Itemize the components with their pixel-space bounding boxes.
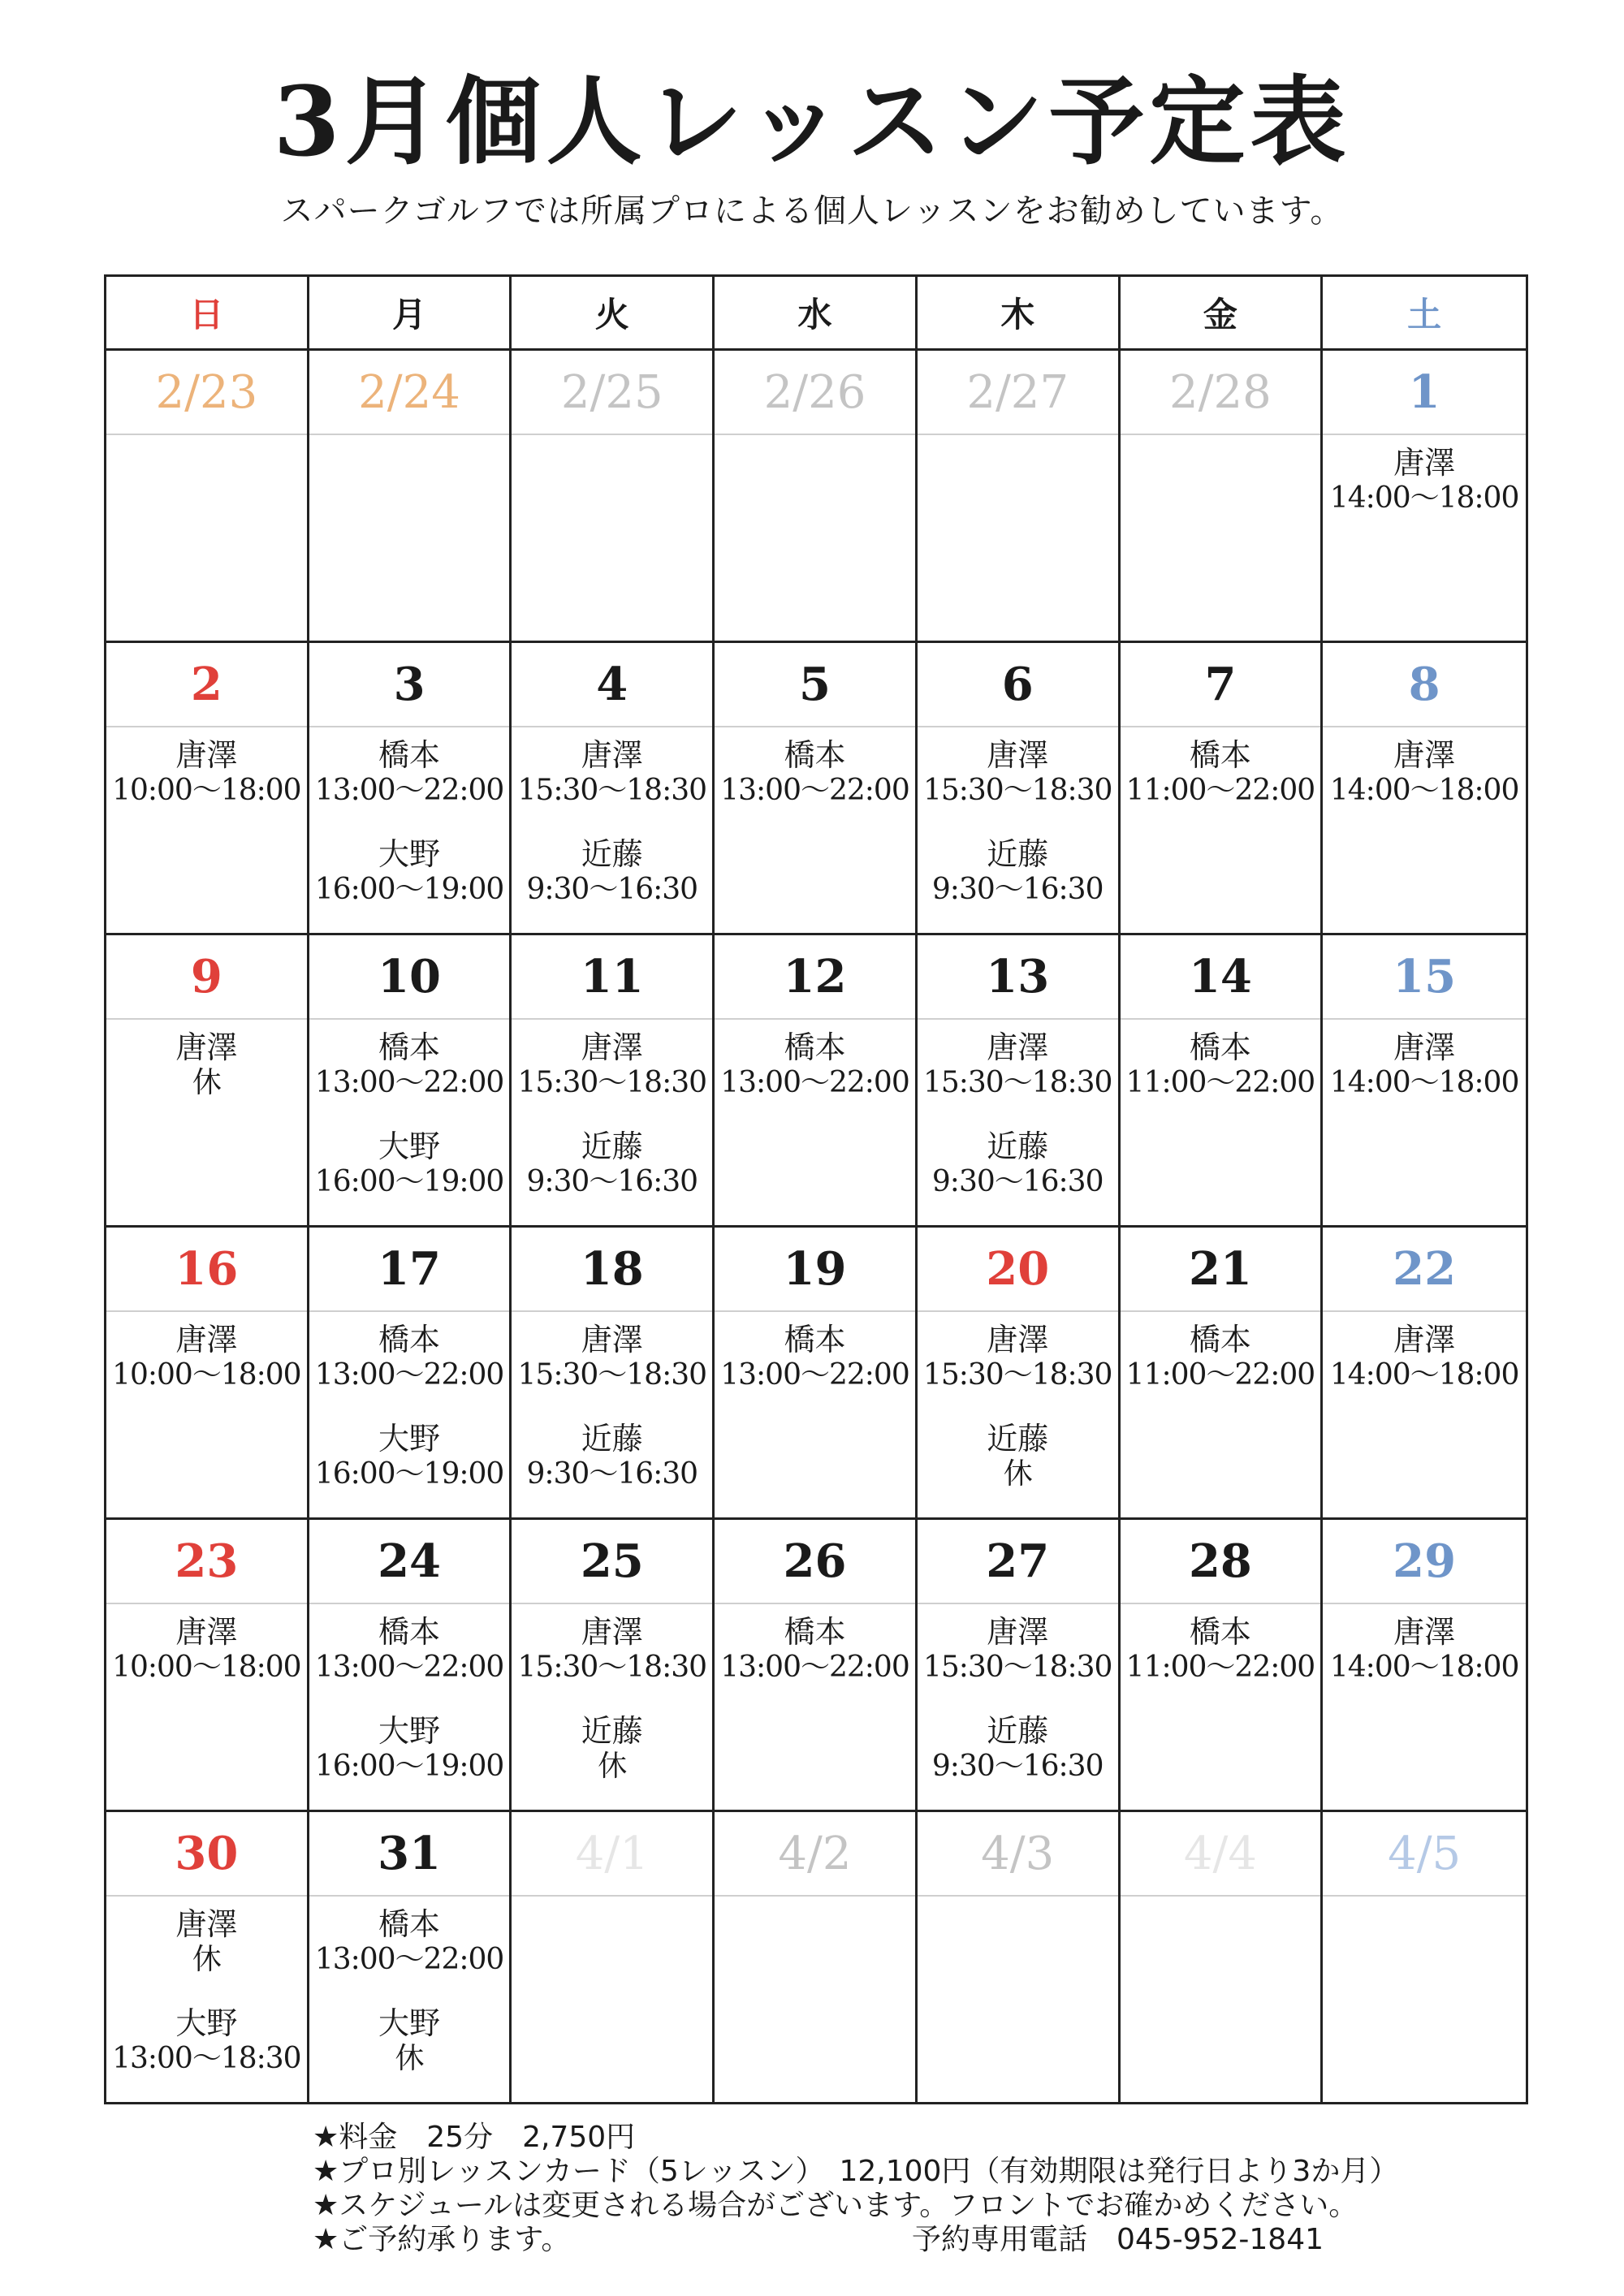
day-number: 4/5 [1323, 1812, 1526, 1897]
day-number: 2/24 [309, 351, 510, 435]
instructor-name: 唐澤 [581, 1029, 643, 1065]
weekday-header [106, 277, 1526, 351]
lesson-entry [715, 737, 915, 809]
calendar-week [106, 1812, 1526, 2102]
day-number: 2/28 [1121, 351, 1321, 435]
lesson-entry [918, 836, 1118, 908]
day-number: 26 [715, 1520, 915, 1604]
lesson-time: 10:00～18:00 [112, 1651, 301, 1684]
calendar-week [106, 643, 1526, 935]
instructor-name: 近藤 [987, 836, 1049, 872]
day-number: 4/4 [1121, 1812, 1321, 1897]
lesson-time: 休 [395, 2042, 424, 2075]
instructor-name: 唐澤 [987, 1614, 1049, 1650]
lesson-entries [309, 1897, 510, 2077]
lesson-entries [918, 1312, 1118, 1492]
day-cell [309, 935, 512, 1228]
instructor-name: 橋本 [378, 1614, 441, 1650]
lesson-entries [512, 1897, 712, 1906]
instructor-name: 橋本 [784, 1614, 846, 1650]
lesson-time: 16:00～19:00 [314, 1750, 504, 1783]
instructor-name: 大野 [378, 1129, 441, 1164]
lesson-entry [106, 1029, 307, 1101]
lesson-time: 14:00～18:00 [1329, 1651, 1519, 1684]
lesson-time: 16:00～19:00 [314, 873, 504, 906]
lesson-entry [1323, 1614, 1526, 1685]
lesson-entries [1121, 1312, 1321, 1393]
lesson-time: 13:00～22:00 [720, 1066, 909, 1099]
lesson-entries [512, 727, 712, 908]
instructor-name: 唐澤 [175, 1906, 238, 1942]
lesson-time: 休 [192, 1943, 221, 1976]
day-cell [715, 351, 918, 641]
lesson-time: 14:00～18:00 [1329, 481, 1519, 515]
lesson-time: 休 [598, 1750, 627, 1783]
day-number: 2/27 [918, 351, 1118, 435]
lesson-time: 13:00～22:00 [314, 1358, 504, 1392]
lesson-entry [106, 737, 307, 809]
day-number: 9 [106, 935, 307, 1020]
calendar-week [106, 351, 1526, 643]
instructor-name: 橋本 [1189, 1322, 1251, 1357]
lesson-time: 15:30～18:30 [922, 1651, 1112, 1684]
instructor-name: 唐澤 [987, 737, 1049, 773]
lesson-entries [918, 435, 1118, 445]
lesson-entry [918, 1029, 1118, 1101]
lesson-entry [918, 737, 1118, 809]
instructor-name: 唐澤 [1393, 445, 1456, 481]
day-cell [715, 935, 918, 1228]
lesson-entries [1323, 1897, 1526, 1906]
instructor-name: 唐澤 [581, 1322, 643, 1357]
day-number: 2/26 [715, 351, 915, 435]
lesson-entries [1121, 1897, 1321, 1906]
calendar-week [106, 935, 1526, 1228]
note-reservation [313, 2223, 1368, 2257]
lesson-entries [1323, 435, 1526, 516]
day-cell [1121, 643, 1324, 935]
day-cell [918, 1812, 1121, 2104]
day-cell [512, 1520, 715, 1812]
lesson-entries [106, 727, 307, 809]
lesson-entry [1323, 1029, 1526, 1101]
instructor-name: 橋本 [378, 1029, 441, 1065]
day-number: 2/25 [512, 351, 712, 435]
instructor-name: 近藤 [581, 1421, 643, 1457]
lesson-time: 9:30～16:30 [526, 1457, 698, 1491]
lesson-time: 休 [192, 1066, 221, 1099]
lesson-entries [309, 435, 510, 445]
lesson-entry [309, 836, 510, 908]
day-number: 11 [512, 935, 712, 1020]
weekday-wednesday: 水 [715, 277, 918, 348]
instructor-name: 大野 [175, 2005, 238, 2041]
day-number: 13 [918, 935, 1118, 1020]
instructor-name: 近藤 [987, 1129, 1049, 1164]
lesson-time: 14:00～18:00 [1329, 1066, 1519, 1099]
lesson-entry [918, 1713, 1118, 1785]
day-number: 25 [512, 1520, 712, 1604]
day-cell [918, 1520, 1121, 1812]
day-number: 2 [106, 643, 307, 727]
lesson-entries [512, 1604, 712, 1785]
day-number: 4/1 [512, 1812, 712, 1897]
lesson-entry [106, 1614, 307, 1685]
lesson-time: 10:00～18:00 [112, 774, 301, 807]
day-cell [1323, 643, 1526, 935]
lesson-entry [512, 1029, 712, 1101]
lesson-time: 13:00～22:00 [314, 1943, 504, 1976]
instructor-name: 唐澤 [987, 1322, 1049, 1357]
day-number: 10 [309, 935, 510, 1020]
lesson-entries [1121, 727, 1321, 809]
lesson-time: 11:00～22:00 [1125, 774, 1315, 807]
lesson-entries [715, 727, 915, 809]
lesson-entries [918, 1020, 1118, 1200]
instructor-name: 橋本 [378, 737, 441, 773]
day-number: 20 [918, 1228, 1118, 1312]
day-cell [715, 1812, 918, 2104]
weekday-sunday: 日 [106, 277, 309, 348]
lesson-entry [512, 1614, 712, 1685]
lesson-time: 15:30～18:30 [517, 1651, 707, 1684]
day-cell [106, 1812, 309, 2104]
calendar-week [106, 1520, 1526, 1812]
lesson-entry [715, 1322, 915, 1393]
instructor-name: 大野 [378, 836, 441, 872]
lesson-entry [106, 1906, 307, 1978]
day-number: 15 [1323, 935, 1526, 1020]
day-number: 24 [309, 1520, 510, 1604]
lesson-entries [1323, 1604, 1526, 1685]
note-schedule-change: ★スケジュールは変更される場合がございます。フロントでお確かめください。 [313, 2189, 1358, 2222]
day-number: 22 [1323, 1228, 1526, 1312]
lesson-entry [512, 836, 712, 908]
day-number: 19 [715, 1228, 915, 1312]
lesson-entries [512, 435, 712, 445]
lesson-entry [309, 1713, 510, 1785]
day-cell [309, 1520, 512, 1812]
instructor-name: 大野 [378, 2005, 441, 2041]
instructor-name: 近藤 [581, 1713, 643, 1749]
lesson-entries [1323, 1312, 1526, 1393]
lesson-entry [918, 1129, 1118, 1200]
instructor-name: 唐澤 [1393, 1029, 1456, 1065]
page-subtitle: スパークゴルフでは所属プロによる個人レッスンをお勧めしています。 [280, 192, 1344, 230]
lesson-time: 9:30～16:30 [526, 1165, 698, 1198]
lesson-entry [918, 1421, 1118, 1492]
lesson-time: 9:30～16:30 [526, 873, 698, 906]
instructor-name: 唐澤 [1393, 737, 1456, 773]
lesson-time: 13:00～22:00 [720, 1651, 909, 1684]
day-cell [512, 351, 715, 641]
lesson-time: 15:30～18:30 [922, 1066, 1112, 1099]
day-cell [715, 1520, 918, 1812]
lesson-entry [1323, 737, 1526, 809]
instructor-name: 近藤 [987, 1713, 1049, 1749]
instructor-name: 大野 [378, 1421, 441, 1457]
day-cell [1323, 1812, 1526, 2104]
lesson-entry [309, 2005, 510, 2077]
lesson-entry [1121, 1322, 1321, 1393]
day-cell [106, 1520, 309, 1812]
lesson-time: 15:30～18:30 [922, 1358, 1112, 1392]
lesson-entry [309, 1906, 510, 1978]
lesson-entries [512, 1312, 712, 1492]
lesson-entry [309, 1421, 510, 1492]
calendar-week [106, 1228, 1526, 1520]
instructor-name: 唐澤 [1393, 1322, 1456, 1357]
day-number: 4/3 [918, 1812, 1118, 1897]
day-number: 31 [309, 1812, 510, 1897]
day-number: 14 [1121, 935, 1321, 1020]
lesson-entries [715, 1897, 915, 1906]
lesson-entries [106, 1897, 307, 2077]
lesson-entry [106, 1322, 307, 1393]
day-number: 28 [1121, 1520, 1321, 1604]
lesson-time: 休 [1003, 1457, 1032, 1491]
instructor-name: 橋本 [784, 1322, 846, 1357]
lesson-entry [512, 1421, 712, 1492]
lesson-time: 13:00～22:00 [314, 1651, 504, 1684]
instructor-name: 橋本 [1189, 1614, 1251, 1650]
weekday-friday: 金 [1121, 277, 1324, 348]
day-cell [1323, 1520, 1526, 1812]
lesson-entry [715, 1614, 915, 1685]
day-cell [918, 351, 1121, 641]
lesson-entries [1323, 1020, 1526, 1101]
day-number: 12 [715, 935, 915, 1020]
instructor-name: 唐澤 [175, 737, 238, 773]
day-cell [1121, 1520, 1324, 1812]
lesson-entries [106, 1604, 307, 1685]
day-number: 4 [512, 643, 712, 727]
lesson-entry [715, 1029, 915, 1101]
day-cell [512, 1228, 715, 1520]
lesson-entries [918, 1897, 1118, 1906]
day-cell [106, 935, 309, 1228]
lesson-time: 11:00～22:00 [1125, 1066, 1315, 1099]
lesson-entry [1323, 1322, 1526, 1393]
lesson-entries [918, 727, 1118, 908]
day-number: 16 [106, 1228, 307, 1312]
lesson-entry [309, 1322, 510, 1393]
day-cell [918, 1228, 1121, 1520]
instructor-name: 唐澤 [1393, 1614, 1456, 1650]
day-cell [512, 935, 715, 1228]
day-cell [512, 1812, 715, 2104]
day-number: 7 [1121, 643, 1321, 727]
day-number: 29 [1323, 1520, 1526, 1604]
lesson-entries [1121, 1604, 1321, 1685]
lesson-time: 14:00～18:00 [1329, 774, 1519, 807]
day-cell [106, 1228, 309, 1520]
instructor-name: 橋本 [784, 1029, 846, 1065]
instructor-name: 唐澤 [987, 1029, 1049, 1065]
lesson-entry [512, 1322, 712, 1393]
weekday-tuesday: 火 [512, 277, 715, 348]
lesson-time: 15:30～18:30 [517, 774, 707, 807]
instructor-name: 唐澤 [175, 1614, 238, 1650]
day-number: 27 [918, 1520, 1118, 1604]
lesson-entries [1323, 727, 1526, 809]
instructor-name: 橋本 [1189, 737, 1251, 773]
day-cell [309, 1812, 512, 2104]
instructor-name: 橋本 [378, 1906, 441, 1942]
day-number: 17 [309, 1228, 510, 1312]
weekday-saturday: 土 [1407, 295, 1442, 334]
lesson-time: 16:00～19:00 [314, 1457, 504, 1491]
day-cell [918, 935, 1121, 1228]
lesson-entries [512, 1020, 712, 1200]
page-title: 3月個人レッスン予定表 [273, 65, 1351, 178]
day-cell [1121, 1812, 1324, 2104]
day-number: 4/2 [715, 1812, 915, 1897]
notes [313, 2121, 1399, 2257]
lesson-entries [1121, 435, 1321, 445]
calendar-weeks [106, 351, 1526, 2102]
lesson-entries [106, 435, 307, 445]
lesson-entries [309, 1020, 510, 1200]
lesson-time: 15:30～18:30 [517, 1358, 707, 1392]
day-number: 5 [715, 643, 915, 727]
day-cell [715, 643, 918, 935]
lesson-entry [918, 1614, 1118, 1685]
day-cell [1323, 351, 1526, 641]
lesson-time: 15:30～18:30 [517, 1066, 707, 1099]
lesson-entry [512, 1129, 712, 1200]
lesson-time: 11:00～22:00 [1125, 1651, 1315, 1684]
lesson-time: 10:00～18:00 [112, 1358, 301, 1392]
lesson-time: 13:00～18:30 [112, 2042, 301, 2075]
day-cell [715, 1228, 918, 1520]
day-cell [1323, 1228, 1526, 1520]
lesson-entry [1121, 1614, 1321, 1685]
lesson-time: 16:00～19:00 [314, 1165, 504, 1198]
lesson-entry [1121, 1029, 1321, 1101]
lesson-entries [1121, 1020, 1321, 1101]
lesson-entries [715, 1604, 915, 1685]
instructor-name: 唐澤 [581, 1614, 643, 1650]
lesson-entry [1121, 737, 1321, 809]
day-cell [1121, 351, 1324, 641]
instructor-name: 橋本 [378, 1322, 441, 1357]
lesson-entry [512, 737, 712, 809]
lesson-entries [715, 1312, 915, 1393]
instructor-name: 橋本 [784, 737, 846, 773]
lesson-time: 9:30～16:30 [931, 873, 1104, 906]
day-cell [918, 643, 1121, 935]
weekday-monday: 月 [309, 277, 512, 348]
day-cell [1121, 935, 1324, 1228]
lesson-time: 13:00～22:00 [720, 774, 909, 807]
lesson-time: 14:00～18:00 [1329, 1358, 1519, 1392]
reservation-phone: 予約専用電話 045-952-1841 [912, 2223, 1324, 2256]
day-cell [1121, 1228, 1324, 1520]
day-cell [1323, 935, 1526, 1228]
day-number: 30 [106, 1812, 307, 1897]
note-reservation-text: ★ご予約承ります。 [313, 2223, 571, 2256]
weekday-thursday: 木 [918, 277, 1121, 348]
lesson-entries [106, 1312, 307, 1393]
instructor-name: 大野 [378, 1713, 441, 1749]
day-number: 3 [309, 643, 510, 727]
lesson-time: 13:00～22:00 [720, 1358, 909, 1392]
lesson-entry [309, 1029, 510, 1101]
day-number: 8 [1323, 643, 1526, 727]
lesson-time: 11:00～22:00 [1125, 1358, 1315, 1392]
instructor-name: 近藤 [581, 1129, 643, 1164]
instructor-name: 唐澤 [581, 737, 643, 773]
lesson-entries [918, 1604, 1118, 1785]
day-cell [309, 643, 512, 935]
instructor-name: 近藤 [987, 1421, 1049, 1457]
lesson-time: 13:00～22:00 [314, 774, 504, 807]
lesson-entries [309, 1312, 510, 1492]
day-number: 23 [106, 1520, 307, 1604]
lesson-entry [106, 2005, 307, 2077]
lesson-entry [309, 1129, 510, 1200]
note-lesson-card: ★プロ別レッスンカード（5レッスン） 12,100円（有効期限は発行日より3か月） [313, 2155, 1399, 2188]
day-cell [309, 1228, 512, 1520]
day-cell [309, 351, 512, 641]
note-fee: ★料金 25分 2,750円 [313, 2121, 636, 2154]
day-cell [512, 643, 715, 935]
lesson-time: 9:30～16:30 [931, 1165, 1104, 1198]
lesson-entry [309, 737, 510, 809]
lesson-entry [309, 1614, 510, 1685]
instructor-name: 唐澤 [175, 1322, 238, 1357]
day-number: 1 [1323, 351, 1526, 435]
day-number: 2/23 [106, 351, 307, 435]
day-number: 18 [512, 1228, 712, 1312]
day-cell [106, 643, 309, 935]
day-cell [106, 351, 309, 641]
lesson-entry [1323, 445, 1526, 516]
lesson-time: 13:00～22:00 [314, 1066, 504, 1099]
lesson-entries [715, 435, 915, 445]
day-number: 6 [918, 643, 1118, 727]
lesson-entries [106, 1020, 307, 1101]
lesson-time: 9:30～16:30 [931, 1750, 1104, 1783]
lesson-entry [918, 1322, 1118, 1393]
lesson-entries [715, 1020, 915, 1101]
lesson-entries [309, 727, 510, 908]
day-number: 21 [1121, 1228, 1321, 1312]
instructor-name: 橋本 [1189, 1029, 1251, 1065]
instructor-name: 近藤 [581, 836, 643, 872]
lesson-entry [512, 1713, 712, 1785]
instructor-name: 唐澤 [175, 1029, 238, 1065]
lesson-entries [309, 1604, 510, 1785]
lesson-calendar [104, 274, 1528, 2104]
lesson-time: 15:30～18:30 [922, 774, 1112, 807]
